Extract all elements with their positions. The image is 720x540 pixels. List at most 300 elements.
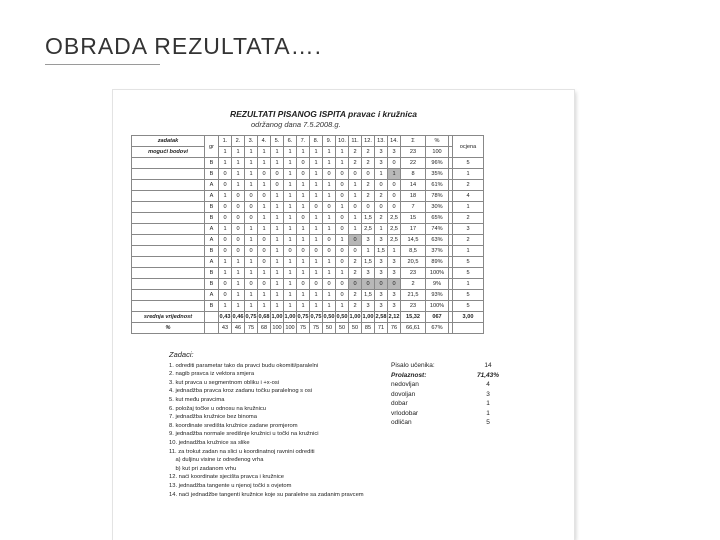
score-cell: 0 [323,279,336,290]
score-cell: 1 [271,246,284,257]
score-cell: 1 [245,290,258,301]
average-row [132,312,484,323]
score-cell: 0 [245,213,258,224]
grade-cell: 2 [453,180,484,191]
score-cell: 0 [245,191,258,202]
score-cell: 0 [375,202,388,213]
row-label-cell [132,169,205,180]
score-cell: 1 [375,169,388,180]
score-cell: 1 [271,257,284,268]
score-cell: 7 [401,202,426,213]
score-cell: 1 [284,290,297,301]
score-cell: 1 [336,235,349,246]
score-cell: 37% [426,246,449,257]
task-number-cell: 6. [284,136,297,147]
score-cell: 15 [401,213,426,224]
score-cell: 0 [349,202,362,213]
max-points-cell: 1 [271,147,284,158]
score-cell: 1 [258,158,271,169]
max-points-cell: 3 [375,147,388,158]
grade-cell: 5 [453,290,484,301]
score-cell: 22 [401,158,426,169]
score-cell: 3 [388,301,401,312]
score-cell: 1 [271,301,284,312]
score-cell: 0 [297,158,310,169]
score-cell: 1 [336,268,349,279]
score-cell: 1 [258,268,271,279]
score-cell: 1,5 [375,246,388,257]
score-cell: 1 [310,169,323,180]
score-cell: 0 [219,279,232,290]
score-cell: 18 [401,191,426,202]
score-cell: 0 [323,202,336,213]
score-cell: 0 [375,180,388,191]
stats-summary [391,362,503,429]
score-cell: 0 [219,235,232,246]
score-cell: 1 [258,290,271,301]
percent-cell: 50 [323,323,336,334]
percent-cell: 50 [349,323,362,334]
title-underline [45,64,160,65]
score-cell: 1 [284,180,297,191]
average-cell: 2,58 [375,312,388,323]
score-cell: 0 [245,279,258,290]
average-cell: 15,32 [401,312,426,323]
task-number-cell: 11. [349,136,362,147]
score-cell: 1 [284,268,297,279]
score-cell: 1,5 [362,290,375,301]
task-item: 10. jednadžba kružnice sa slike [169,439,250,446]
stats-value: 71,43% [476,371,500,379]
score-cell: 0 [388,180,401,191]
score-cell: 0 [258,279,271,290]
score-cell: 0 [336,169,349,180]
max-points-cell: 1 [297,147,310,158]
score-cell: 0 [219,246,232,257]
score-cell: 0 [258,257,271,268]
score-cell: 1 [310,158,323,169]
grade-cell: 5 [453,301,484,312]
score-cell: 8,5 [401,246,426,257]
score-cell: 2 [349,301,362,312]
score-cell: 1 [362,246,375,257]
grade-cell: 5 [453,158,484,169]
task-item: 3. kut pravca u segmentnom obliku i +x-osi [169,379,280,386]
score-cell: 0 [297,169,310,180]
score-cell: 1 [245,257,258,268]
average-cell: 0,75 [297,312,310,323]
score-cell: 0 [310,246,323,257]
average-cell: 0,68 [258,312,271,323]
score-cell: 96% [426,158,449,169]
score-cell: 1 [271,279,284,290]
task-number-cell: 13. [375,136,388,147]
group-cell: B [205,246,219,257]
score-cell: 0 [219,290,232,301]
score-cell: 1 [310,191,323,202]
results-table [131,135,484,334]
task-number-cell: 10. [336,136,349,147]
score-cell: 0 [375,279,388,290]
score-cell: 1 [284,191,297,202]
table-row [132,290,484,301]
group-cell: A [205,180,219,191]
grade-cell: 3 [453,224,484,235]
score-cell: 2 [349,268,362,279]
task-number-cell: 9. [323,136,336,147]
average-cell: 0,43 [219,312,232,323]
task-number-cell: 8. [310,136,323,147]
percent-cell: 75 [310,323,323,334]
percent-cell: 66,61 [401,323,426,334]
percent-cell: 100 [271,323,284,334]
stats-label: dobar [391,400,408,407]
score-cell: 0 [323,169,336,180]
score-cell: 3 [375,158,388,169]
score-cell: 0 [336,290,349,301]
score-cell: 89% [426,257,449,268]
score-cell: 1 [219,301,232,312]
score-cell: 1 [297,180,310,191]
average-cell: 0,50 [323,312,336,323]
average-grade-cell: 3,00 [453,312,484,323]
score-cell: 1 [271,202,284,213]
row-label-cell [132,290,205,301]
score-cell: 0 [219,213,232,224]
points-label-cell: mogući bodovi [132,147,205,158]
task-item: 2. nagib pravca iz vektora smjera [169,371,255,378]
task-item: b) kut pri zadanom vrhu [169,465,237,472]
score-cell: 1 [232,279,245,290]
grade-cell: 2 [453,235,484,246]
max-points-cell: 1 [219,147,232,158]
score-cell: 2,5 [388,213,401,224]
score-cell: 3 [375,235,388,246]
score-cell: 3 [362,235,375,246]
max-points-cell: 23 [401,147,426,158]
score-cell: 1 [258,224,271,235]
score-cell: 3 [375,257,388,268]
average-label-cell: srednja vrijednost [132,312,205,323]
row-label-cell [132,246,205,257]
score-cell: 0 [219,180,232,191]
percent-cell: 50 [336,323,349,334]
score-cell: 1 [297,301,310,312]
stats-row [391,391,503,401]
score-cell: 1 [219,224,232,235]
group-header-cell: gr [205,136,219,158]
stats-row [391,372,503,382]
task-item: 11. za trokut zadan na slici u koordinatnoj ravnini odrediti [169,448,315,455]
score-cell: 78% [426,191,449,202]
score-cell: 1 [297,257,310,268]
score-cell: 0 [258,246,271,257]
row-label-cell [132,202,205,213]
score-cell: 1 [245,158,258,169]
score-cell: 1 [388,169,401,180]
score-cell: 1 [258,213,271,224]
score-cell: 0 [362,279,375,290]
stats-row [391,381,503,391]
score-cell: 0 [232,246,245,257]
task-number-cell: % [426,136,449,147]
average-cell: 2,12 [388,312,401,323]
percent-cell: 68 [258,323,271,334]
row-label-cell [132,224,205,235]
table-row [132,158,484,169]
score-cell: 1 [323,224,336,235]
score-cell: 1 [284,235,297,246]
score-cell: 1 [232,180,245,191]
score-cell: 1 [375,224,388,235]
document-title: REZULTATI PISANOG ISPITA pravac i kružnica [230,109,418,119]
score-cell: 0 [245,202,258,213]
score-cell: 1 [219,268,232,279]
row-label-cell [132,191,205,202]
score-cell: 1 [297,224,310,235]
average-cell: 1,00 [362,312,375,323]
score-cell: 1 [284,279,297,290]
score-cell: 21,5 [401,290,426,301]
score-cell: 0 [297,213,310,224]
score-cell: 1 [232,268,245,279]
table-points-row [132,147,484,158]
row-label-cell [132,158,205,169]
row-label-cell [132,257,205,268]
grade-cell: 1 [453,246,484,257]
score-cell: 2 [375,191,388,202]
score-cell: 1 [245,268,258,279]
task-item: 9. jednadžba normale središnje kružnici u točki na kružnici [169,431,319,438]
score-cell: 1 [258,301,271,312]
percent-cell: 43 [219,323,232,334]
task-number-cell: 7. [297,136,310,147]
percent-label-cell: % [132,323,205,334]
score-cell: 63% [426,235,449,246]
group-cell [205,323,219,334]
score-cell: 1,5 [362,213,375,224]
score-cell: 0 [232,191,245,202]
percent-cell: 71 [375,323,388,334]
score-cell: 1 [284,213,297,224]
grade-cell: 5 [453,257,484,268]
max-points-cell: 1 [323,147,336,158]
score-cell: 1 [271,268,284,279]
score-cell: 2,5 [388,224,401,235]
score-cell: 1 [297,202,310,213]
score-cell: 8 [401,169,426,180]
task-item: 13. jednadžba tangente u njenoj točki s ovjetom [169,482,292,489]
score-cell: 0 [258,235,271,246]
score-cell: 2 [349,158,362,169]
score-cell: 1 [284,158,297,169]
average-cell: 0,50 [336,312,349,323]
score-cell: 1 [271,191,284,202]
table-row [132,213,484,224]
average-cell: 0,46 [232,312,245,323]
max-points-cell: 100 [426,147,449,158]
row-label-cell [132,180,205,191]
average-cell: 067 [426,312,449,323]
max-points-cell: 3 [388,147,401,158]
score-cell: 30% [426,202,449,213]
stats-row [391,400,503,410]
score-cell: 1 [323,180,336,191]
score-cell: 1 [232,257,245,268]
score-cell: 1 [310,268,323,279]
score-cell: 1 [297,191,310,202]
score-cell: 3 [375,290,388,301]
score-cell: 0 [232,213,245,224]
stats-value: 5 [486,419,490,426]
task-number-cell: 4. [258,136,271,147]
row-label-cell [132,301,205,312]
score-cell: 0 [232,202,245,213]
score-cell: 1 [245,169,258,180]
results-document [113,90,574,540]
score-cell: 1 [388,246,401,257]
score-cell: 1 [271,290,284,301]
task-item: 6. položaj točke u odnosu na kružnicu [169,405,266,412]
score-cell: 0 [336,246,349,257]
score-cell: 2 [362,180,375,191]
score-cell: 1 [258,202,271,213]
score-cell: 1 [232,301,245,312]
stats-label: Prolaznost: [391,371,427,379]
task-number-cell: 5. [271,136,284,147]
percent-cell: 75 [245,323,258,334]
max-points-cell: 2 [362,147,375,158]
score-cell: 1 [323,213,336,224]
score-cell: 1 [323,191,336,202]
score-cell: 0 [388,191,401,202]
gap-cell [449,147,453,158]
score-cell: 1 [219,158,232,169]
document-subtitle: održanog dana 7.5.2008.g. [251,120,341,129]
score-cell: 2 [401,279,426,290]
score-cell: 1 [323,268,336,279]
stats-label: Pisalo učenika: [391,362,435,369]
score-cell: 3 [375,268,388,279]
score-cell: 1 [349,191,362,202]
max-points-cell: 1 [258,147,271,158]
table-row [132,268,484,279]
score-cell: 0 [245,246,258,257]
table-row [132,169,484,180]
group-cell: A [205,235,219,246]
task-number-cell: 2. [232,136,245,147]
score-cell: 1 [310,257,323,268]
score-cell: 1 [297,235,310,246]
table-row [132,279,484,290]
score-cell: 1 [310,180,323,191]
score-cell: 20,5 [401,257,426,268]
stats-label: nedovljan [391,381,419,388]
score-cell: 0 [219,169,232,180]
score-cell: 23 [401,301,426,312]
score-cell: 2,5 [388,235,401,246]
group-cell: B [205,268,219,279]
task-item: a) duljinu visine iz određenog vrha [169,457,264,464]
score-cell: 0 [323,235,336,246]
row-label-cell [132,268,205,279]
score-cell: 1,5 [362,257,375,268]
table-row [132,191,484,202]
group-cell: B [205,169,219,180]
score-cell: 17 [401,224,426,235]
score-cell: 61% [426,180,449,191]
score-cell: 1 [284,301,297,312]
score-cell: 0 [388,279,401,290]
average-cell: 1,00 [349,312,362,323]
stats-label: dovoljan [391,390,416,398]
score-cell: 65% [426,213,449,224]
percent-cell: 100 [284,323,297,334]
score-cell: 1 [245,180,258,191]
score-cell: 3 [362,301,375,312]
grade-cell: 1 [453,169,484,180]
average-cell: 1,00 [271,312,284,323]
score-cell: 14,5 [401,235,426,246]
grade-header-cell: ocjena [453,136,484,158]
score-cell: 1 [349,213,362,224]
score-cell: 1 [245,235,258,246]
score-cell: 1 [310,213,323,224]
stats-row [391,419,503,429]
score-cell: 1 [336,301,349,312]
stats-label: vrlodobar [391,409,419,417]
max-points-cell: 2 [349,147,362,158]
score-cell: 0 [310,202,323,213]
score-cell: 23 [401,268,426,279]
group-cell: A [205,191,219,202]
task-item: 14. naći jednadžbe tangenti kružnice koje su paralelne sa zadanim pravcem [169,491,364,498]
score-cell: 1 [323,301,336,312]
score-cell: 0 [349,169,362,180]
score-cell: 0 [336,213,349,224]
average-cell: 1,00 [284,312,297,323]
max-points-cell: 1 [232,147,245,158]
average-cell: 0,75 [310,312,323,323]
score-cell: 3 [362,268,375,279]
percent-cell: 46 [232,323,245,334]
score-cell: 2 [362,191,375,202]
score-cell: 0 [323,246,336,257]
average-cell: 0,75 [245,312,258,323]
grade-cell: 1 [453,202,484,213]
score-cell: 0 [297,279,310,290]
task-item: 8. koordinate središta kružnice zadane promjerom [169,422,298,429]
task-item: 4. jednadžba pravca kroz zadanu točku paralelnog s osi [169,388,313,395]
percent-cell: 76 [388,323,401,334]
group-cell: B [205,279,219,290]
score-cell: 0 [336,257,349,268]
score-cell: 3 [388,268,401,279]
stats-row [391,410,503,420]
score-cell: 0 [310,279,323,290]
stats-value: 4 [486,381,490,388]
score-cell: 2 [349,290,362,301]
score-cell: 9% [426,279,449,290]
task-list [169,351,364,499]
score-cell: 1 [310,290,323,301]
score-cell: 3 [375,301,388,312]
score-cell: 1 [219,191,232,202]
score-cell: 1 [245,224,258,235]
task-item: 1. odrediti parametar tako da pravci budu okomiti/paralelni [169,362,319,369]
score-cell: 0 [219,202,232,213]
task-number-cell: Σ [401,136,426,147]
